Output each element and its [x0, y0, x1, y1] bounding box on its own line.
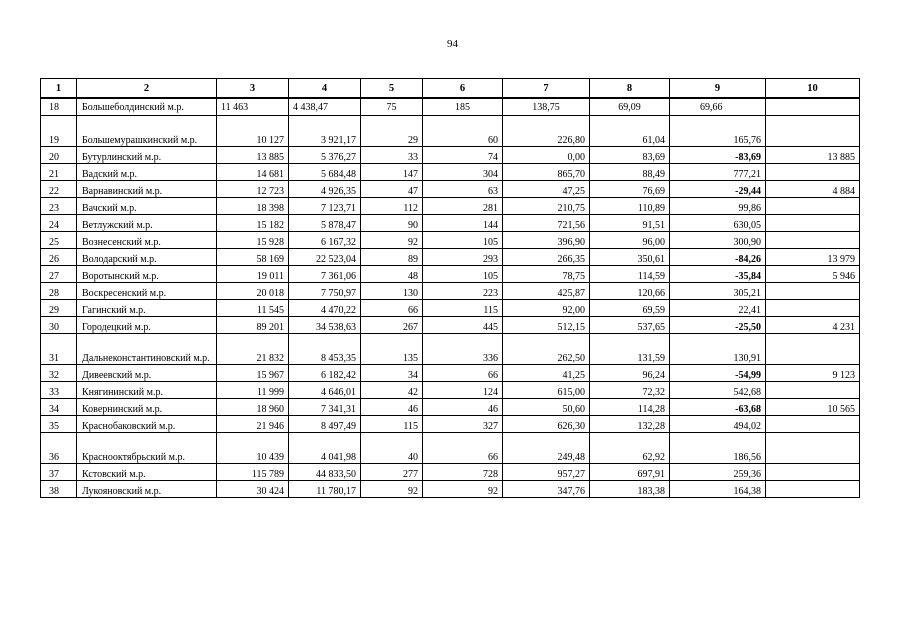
table-row	[41, 266, 860, 283]
value-cell: -83,69	[670, 147, 766, 164]
value-cell: 92,00	[503, 300, 590, 317]
district-name-cell: Володарский м.р.	[77, 249, 217, 266]
value-cell: 259,36	[670, 464, 766, 481]
value-cell: 69,66	[670, 98, 766, 116]
value-cell: 96,00	[590, 232, 670, 249]
row-number-cell: 33	[41, 382, 77, 399]
district-name-cell: Воскресенский м.р.	[77, 283, 217, 300]
table-row	[41, 164, 860, 181]
value-cell: 112	[361, 198, 423, 215]
row-number-cell: 20	[41, 147, 77, 164]
district-name-cell: Ковернинский м.р.	[77, 399, 217, 416]
column-header: 7	[503, 79, 590, 99]
value-cell: 777,21	[670, 164, 766, 181]
value-cell: 74	[423, 147, 503, 164]
value-cell: 8 453,35	[289, 334, 361, 365]
value-cell: 165,76	[670, 116, 766, 147]
column-header: 9	[670, 79, 766, 99]
value-cell: 114,28	[590, 399, 670, 416]
value-cell: 61,04	[590, 116, 670, 147]
value-cell: 92	[361, 232, 423, 249]
value-cell: 13 885	[766, 147, 860, 164]
table-row	[41, 365, 860, 382]
table-row	[41, 433, 860, 464]
column-header: 8	[590, 79, 670, 99]
value-cell: 542,68	[670, 382, 766, 399]
value-cell: 21 946	[217, 416, 289, 433]
value-cell: 91,51	[590, 215, 670, 232]
value-cell: 10 127	[217, 116, 289, 147]
value-cell: 266,35	[503, 249, 590, 266]
value-cell: 210,75	[503, 198, 590, 215]
value-cell: 115	[361, 416, 423, 433]
value-cell	[766, 334, 860, 365]
table-row	[41, 232, 860, 249]
value-cell: 11 463	[217, 98, 289, 116]
value-cell: 396,90	[503, 232, 590, 249]
value-cell: 75	[361, 98, 423, 116]
value-cell: 78,75	[503, 266, 590, 283]
value-cell	[766, 164, 860, 181]
value-cell: 21 832	[217, 334, 289, 365]
column-header: 1	[41, 79, 77, 99]
value-cell: 8 497,49	[289, 416, 361, 433]
value-cell	[766, 283, 860, 300]
value-cell: 13 979	[766, 249, 860, 266]
table-row	[41, 283, 860, 300]
value-cell: 185	[423, 98, 503, 116]
value-cell: 89 201	[217, 317, 289, 334]
table-row	[41, 382, 860, 399]
district-name-cell: Лукояновский м.р.	[77, 481, 217, 498]
row-number-cell: 32	[41, 365, 77, 382]
row-number-cell: 28	[41, 283, 77, 300]
value-cell: 115 789	[217, 464, 289, 481]
value-cell: 47,25	[503, 181, 590, 198]
value-cell: -54,99	[670, 365, 766, 382]
value-cell	[766, 433, 860, 464]
table-row	[41, 249, 860, 266]
value-cell: 46	[423, 399, 503, 416]
value-cell: 13 885	[217, 147, 289, 164]
value-cell: 4 231	[766, 317, 860, 334]
value-cell: 4 884	[766, 181, 860, 198]
value-cell: 304	[423, 164, 503, 181]
row-number-cell: 21	[41, 164, 77, 181]
value-cell: 11 999	[217, 382, 289, 399]
value-cell: 5 376,27	[289, 147, 361, 164]
value-cell: 83,69	[590, 147, 670, 164]
value-cell	[766, 464, 860, 481]
value-cell: 92	[361, 481, 423, 498]
value-cell: 4 926,35	[289, 181, 361, 198]
value-cell: 615,00	[503, 382, 590, 399]
row-number-cell: 26	[41, 249, 77, 266]
value-cell: 12 723	[217, 181, 289, 198]
value-cell: 7 361,06	[289, 266, 361, 283]
value-cell: 144	[423, 215, 503, 232]
value-cell	[766, 481, 860, 498]
table-row	[41, 464, 860, 481]
value-cell	[766, 215, 860, 232]
value-cell: 110,89	[590, 198, 670, 215]
value-cell: 120,66	[590, 283, 670, 300]
table-row	[41, 416, 860, 433]
value-cell	[766, 382, 860, 399]
value-cell: 300,90	[670, 232, 766, 249]
column-header: 3	[217, 79, 289, 99]
row-number-cell: 27	[41, 266, 77, 283]
value-cell: 336	[423, 334, 503, 365]
column-header: 4	[289, 79, 361, 99]
district-name-cell: Вачский м.р.	[77, 198, 217, 215]
value-cell: 34 538,63	[289, 317, 361, 334]
table-row	[41, 317, 860, 334]
value-cell: 89	[361, 249, 423, 266]
table-row	[41, 116, 860, 147]
value-cell: 293	[423, 249, 503, 266]
row-number-cell: 34	[41, 399, 77, 416]
value-cell: 10 565	[766, 399, 860, 416]
table-row	[41, 147, 860, 164]
value-cell: -35,84	[670, 266, 766, 283]
row-number-cell: 18	[41, 98, 77, 116]
value-cell: 262,50	[503, 334, 590, 365]
value-cell: 7 123,71	[289, 198, 361, 215]
district-name-cell: Большемурашкинский м.р.	[77, 116, 217, 147]
value-cell: 46	[361, 399, 423, 416]
value-cell: 22 523,04	[289, 249, 361, 266]
value-cell: 58 169	[217, 249, 289, 266]
value-cell: 721,56	[503, 215, 590, 232]
value-cell: 3 921,17	[289, 116, 361, 147]
value-cell	[766, 116, 860, 147]
value-cell: 249,48	[503, 433, 590, 464]
value-cell: 105	[423, 232, 503, 249]
value-cell: 62,92	[590, 433, 670, 464]
row-number-cell: 22	[41, 181, 77, 198]
value-cell: 327	[423, 416, 503, 433]
value-cell: 6 182,42	[289, 365, 361, 382]
value-cell: 223	[423, 283, 503, 300]
column-header: 6	[423, 79, 503, 99]
value-cell: 164,38	[670, 481, 766, 498]
value-cell: 72,32	[590, 382, 670, 399]
value-cell: 135	[361, 334, 423, 365]
value-cell: 7 341,31	[289, 399, 361, 416]
value-cell: 131,59	[590, 334, 670, 365]
district-name-cell: Ветлужский м.р.	[77, 215, 217, 232]
value-cell: 512,15	[503, 317, 590, 334]
value-cell: 445	[423, 317, 503, 334]
value-cell: 630,05	[670, 215, 766, 232]
value-cell: 114,59	[590, 266, 670, 283]
value-cell: 957,27	[503, 464, 590, 481]
value-cell	[766, 416, 860, 433]
table-row	[41, 300, 860, 317]
value-cell: 11 780,17	[289, 481, 361, 498]
table-row	[41, 481, 860, 498]
value-cell: 63	[423, 181, 503, 198]
value-cell: 19 011	[217, 266, 289, 283]
value-cell: 267	[361, 317, 423, 334]
value-cell: 69,59	[590, 300, 670, 317]
value-cell: 7 750,97	[289, 283, 361, 300]
value-cell: 226,80	[503, 116, 590, 147]
value-cell: 728	[423, 464, 503, 481]
district-name-cell: Вознесенский м.р.	[77, 232, 217, 249]
value-cell: 6 167,32	[289, 232, 361, 249]
table-header-row	[41, 79, 860, 99]
district-name-cell: Вадский м.р.	[77, 164, 217, 181]
value-cell: 305,21	[670, 283, 766, 300]
district-name-cell: Бутурлинский м.р.	[77, 147, 217, 164]
row-number-cell: 30	[41, 317, 77, 334]
column-header: 5	[361, 79, 423, 99]
value-cell: 99,86	[670, 198, 766, 215]
column-header: 10	[766, 79, 860, 99]
district-name-cell: Воротынский м.р.	[77, 266, 217, 283]
value-cell: 537,65	[590, 317, 670, 334]
value-cell	[766, 232, 860, 249]
district-name-cell: Краснобаковский м.р.	[77, 416, 217, 433]
row-number-cell: 25	[41, 232, 77, 249]
value-cell: 4 470,22	[289, 300, 361, 317]
table-row	[41, 215, 860, 232]
data-table	[40, 78, 860, 498]
value-cell: 22,41	[670, 300, 766, 317]
value-cell: 425,87	[503, 283, 590, 300]
row-number-cell: 38	[41, 481, 77, 498]
value-cell: 41,25	[503, 365, 590, 382]
row-number-cell: 35	[41, 416, 77, 433]
value-cell: 626,30	[503, 416, 590, 433]
district-name-cell: Гагинский м.р.	[77, 300, 217, 317]
value-cell	[766, 98, 860, 116]
row-number-cell: 24	[41, 215, 77, 232]
value-cell: 66	[423, 365, 503, 382]
district-name-cell: Городецкий м.р.	[77, 317, 217, 334]
value-cell: 4 438,47	[289, 98, 361, 116]
value-cell: 14 681	[217, 164, 289, 181]
value-cell: -63,68	[670, 399, 766, 416]
value-cell: 88,49	[590, 164, 670, 181]
value-cell: 865,70	[503, 164, 590, 181]
value-cell: 5 878,47	[289, 215, 361, 232]
value-cell: 34	[361, 365, 423, 382]
table-row	[41, 198, 860, 215]
value-cell: 50,60	[503, 399, 590, 416]
value-cell: 350,61	[590, 249, 670, 266]
value-cell: -84,26	[670, 249, 766, 266]
value-cell: 138,75	[503, 98, 590, 116]
value-cell: 347,76	[503, 481, 590, 498]
value-cell: 33	[361, 147, 423, 164]
value-cell: 130	[361, 283, 423, 300]
column-header: 2	[77, 79, 217, 99]
value-cell: 5 684,48	[289, 164, 361, 181]
value-cell: 105	[423, 266, 503, 283]
value-cell	[766, 300, 860, 317]
value-cell: 186,56	[670, 433, 766, 464]
value-cell: 5 946	[766, 266, 860, 283]
value-cell: 42	[361, 382, 423, 399]
value-cell: 4 646,01	[289, 382, 361, 399]
value-cell: 29	[361, 116, 423, 147]
district-name-cell: Княгининский м.р.	[77, 382, 217, 399]
value-cell: 9 123	[766, 365, 860, 382]
value-cell: 132,28	[590, 416, 670, 433]
table-row	[41, 98, 860, 116]
value-cell: 15 967	[217, 365, 289, 382]
value-cell: 18 398	[217, 198, 289, 215]
value-cell: 4 041,98	[289, 433, 361, 464]
value-cell: 281	[423, 198, 503, 215]
district-name-cell: Краснооктябрьский м.р.	[77, 433, 217, 464]
district-name-cell: Дальнеконстантиновский м.р.	[77, 334, 217, 365]
value-cell: 47	[361, 181, 423, 198]
row-number-cell: 37	[41, 464, 77, 481]
value-cell: 0,00	[503, 147, 590, 164]
value-cell: 115	[423, 300, 503, 317]
district-name-cell: Кстовский м.р.	[77, 464, 217, 481]
table-row	[41, 334, 860, 365]
value-cell: 60	[423, 116, 503, 147]
value-cell	[766, 198, 860, 215]
value-cell: 30 424	[217, 481, 289, 498]
value-cell: 130,91	[670, 334, 766, 365]
value-cell: 124	[423, 382, 503, 399]
value-cell: 66	[423, 433, 503, 464]
value-cell: 69,09	[590, 98, 670, 116]
value-cell: 76,69	[590, 181, 670, 198]
table-row	[41, 181, 860, 198]
page-number: 94	[447, 38, 458, 50]
value-cell: 96,24	[590, 365, 670, 382]
value-cell: 697,91	[590, 464, 670, 481]
value-cell: 10 439	[217, 433, 289, 464]
row-number-cell: 19	[41, 116, 77, 147]
value-cell: 40	[361, 433, 423, 464]
value-cell: 20 018	[217, 283, 289, 300]
district-name-cell: Варнавинский м.р.	[77, 181, 217, 198]
value-cell: 277	[361, 464, 423, 481]
row-number-cell: 31	[41, 334, 77, 365]
district-name-cell: Дивеевский м.р.	[77, 365, 217, 382]
value-cell: 15 182	[217, 215, 289, 232]
value-cell: -25,50	[670, 317, 766, 334]
row-number-cell: 29	[41, 300, 77, 317]
value-cell: 66	[361, 300, 423, 317]
value-cell: 44 833,50	[289, 464, 361, 481]
table-row	[41, 399, 860, 416]
row-number-cell: 23	[41, 198, 77, 215]
value-cell: 147	[361, 164, 423, 181]
value-cell: 494,02	[670, 416, 766, 433]
value-cell: 92	[423, 481, 503, 498]
value-cell: 15 928	[217, 232, 289, 249]
district-name-cell: Большеболдинский м.р.	[77, 98, 217, 116]
value-cell: 11 545	[217, 300, 289, 317]
row-number-cell: 36	[41, 433, 77, 464]
value-cell: 18 960	[217, 399, 289, 416]
value-cell: 48	[361, 266, 423, 283]
value-cell: -29,44	[670, 181, 766, 198]
value-cell: 90	[361, 215, 423, 232]
value-cell: 183,38	[590, 481, 670, 498]
